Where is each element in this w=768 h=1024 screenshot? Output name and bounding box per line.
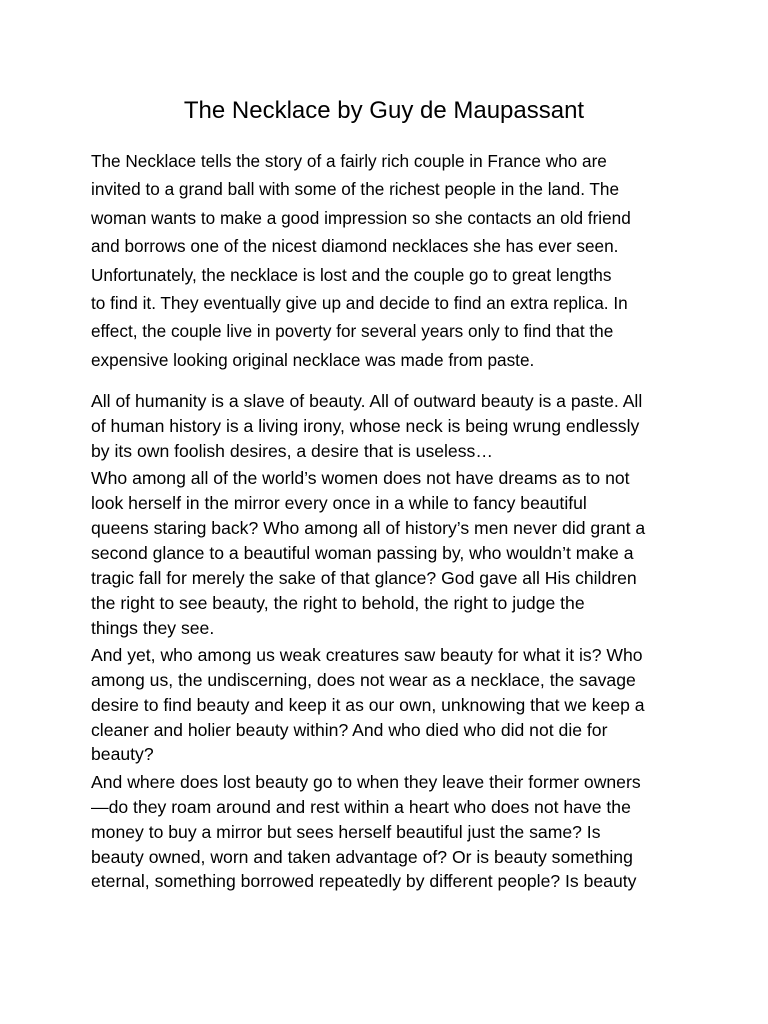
essay-line: eternal, something borrowed repeatedly by different people? Is beauty — [91, 871, 637, 892]
essay-paragraph — [91, 466, 691, 640]
essay-line: things they see. — [91, 617, 215, 638]
essay-line: beauty owned, worn and taken advantage of? Or is beauty something — [91, 846, 633, 867]
essay-paragraph — [91, 389, 691, 464]
essay-line: look herself in the mirror every once in a while to fancy beautiful — [91, 493, 587, 514]
essay-paragraph — [91, 643, 691, 767]
summary-line: The Necklace tells the story of a fairly rich couple in France who are — [91, 151, 607, 171]
essay-line: Who among all of the world’s women does not have dreams as to not — [91, 468, 630, 489]
essay-line: All of humanity is a slave of beauty. All of outward beauty is a paste. All — [91, 391, 643, 411]
summary-line: to find it. They eventually give up and decide to find an extra replica. In — [91, 292, 628, 313]
summary-line: Unfortunately, the necklace is lost and the couple go to great lengths — [91, 264, 612, 285]
essay-line: second glance to a beautiful woman passing by, who wouldn’t make a — [91, 542, 634, 563]
essay-line: among us, the undiscerning, does not wear as a necklace, the savage — [91, 669, 636, 690]
essay-line: tragic fall for merely the sake of that glance? God gave all His children — [91, 567, 637, 588]
essay-line: of human history is a living irony, whose neck is being wrung endlessly — [91, 415, 640, 436]
essay-line: money to buy a mirror but sees herself beautiful just the same? Is — [91, 821, 601, 842]
essay-line: the right to see beauty, the right to behold, the right to judge the — [91, 592, 585, 613]
summary-line: expensive looking original necklace was made from paste. — [91, 349, 535, 370]
summary-line: woman wants to make a good impression so she contacts an old friend — [91, 207, 631, 228]
essay-line: And yet, who among us weak creatures saw beauty for what it is? Who — [91, 644, 643, 665]
essay-line: by its own foolish desires, a desire that is useless… — [91, 440, 493, 461]
essay-line: And where does lost beauty go to when they leave their former owners — [91, 771, 641, 792]
summary-line: effect, the couple live in poverty for several years only to find that the — [91, 321, 614, 342]
essay-line: beauty? — [91, 744, 154, 765]
essay-line: —do they roam around and rest within a heart who does not have the — [91, 796, 631, 817]
summary-line: and borrows one of the nicest diamond necklaces she has ever seen. — [91, 236, 619, 257]
summary-paragraph — [91, 147, 691, 374]
essay-line: cleaner and holier beauty within? And who died who did not die for — [91, 719, 608, 740]
essay-line: queens staring back? Who among all of history’s men never did grant a — [91, 517, 646, 538]
essay-line: desire to find beauty and keep it as our own, unknowing that we keep a — [91, 694, 645, 715]
essay-paragraph — [91, 770, 691, 894]
essay-body — [91, 389, 691, 894]
document-title: The Necklace by Guy de Maupassant — [183, 97, 585, 124]
summary-line: invited to a grand ball with some of the richest people in the land. The — [91, 179, 620, 200]
